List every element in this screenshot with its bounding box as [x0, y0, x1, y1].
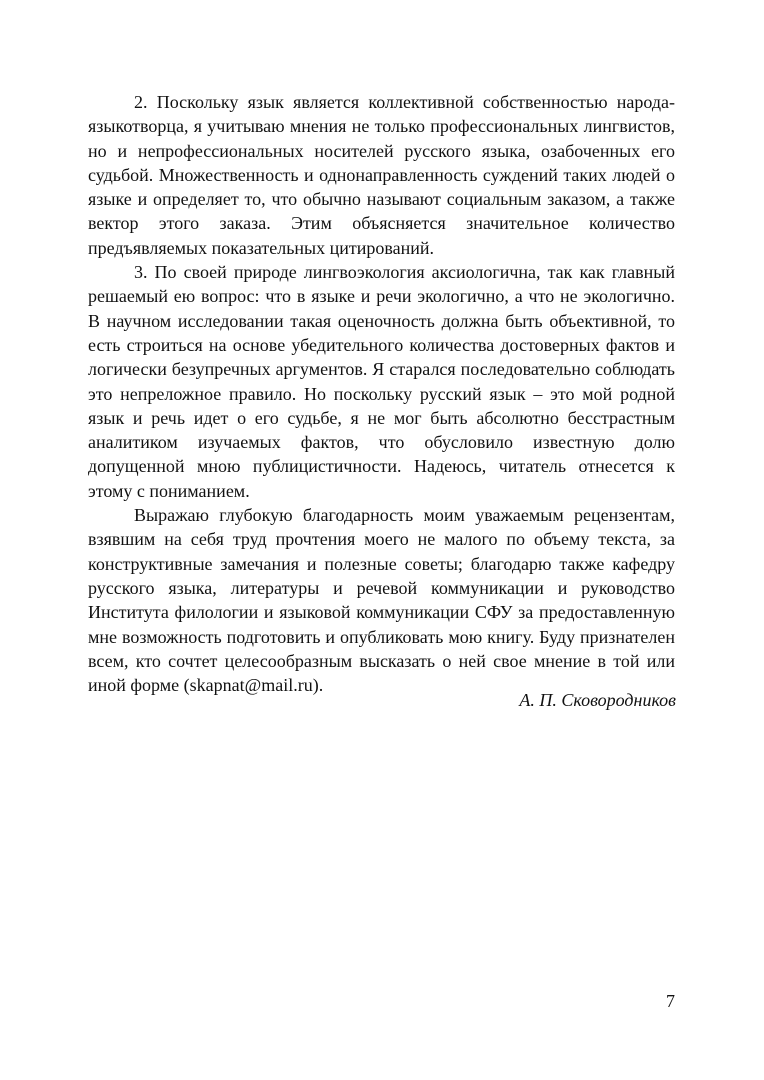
author-signature: А. П. Сковородников — [519, 690, 676, 710]
paragraph-point-2: 2. Поскольку язык является коллективной собственностью народа-языкотворца, я учитываю мнения не только профессиональных лингвистов, но и непрофессиональных носителей русского языка, озабоченных его судьбой. Множественность и однонаправленность суждений таких людей о языке и определяет то, что обычно называют социальным заказом, а также вектор этого заказа. Этим объясняется значительное количество предъявляемых показательных цитирований. — [88, 92, 675, 258]
paragraph-point-3: 3. По своей природе лингвоэкология аксиологична, так как главный решаемый ею вопрос: что в языке и речи экологично, а что не экологично. В научном исследовании такая оценочность должна быть объективной, то есть строиться на основе убедительного количества достоверных фактов и логически безупречных аргументов. Я старался последовательно соблюдать это непреложное правило. Но поскольку русский язык – это мой родной язык и речь идет о его судьбе, я не мог быть абсолютно бесстрастным аналитиком изучаемых фактов, что обусловило известную долю допущенной мною публицистичности. Надеюсь, читатель отнесется к этому с пониманием. — [88, 262, 675, 501]
body-text — [88, 90, 675, 697]
page-number: 7 — [666, 991, 675, 1011]
paragraph-acknowledgements: Выражаю глубокую благодарность моим уважаемым рецензентам, взявшим на себя труд прочтения моего не малого по объему текста, за конструктивные замечания и полезные советы; благодарю также кафедру русского языка, литературы и речевой коммуникации и руководство Института филологии и языковой коммуникации СФУ за предоставленную мне возможность подготовить и опубликовать мою книгу. Буду признателен всем, кто сочтет целесообразным высказать о ней свое мнение в той или иной форме (skapnat@mail.ru). — [88, 505, 675, 696]
